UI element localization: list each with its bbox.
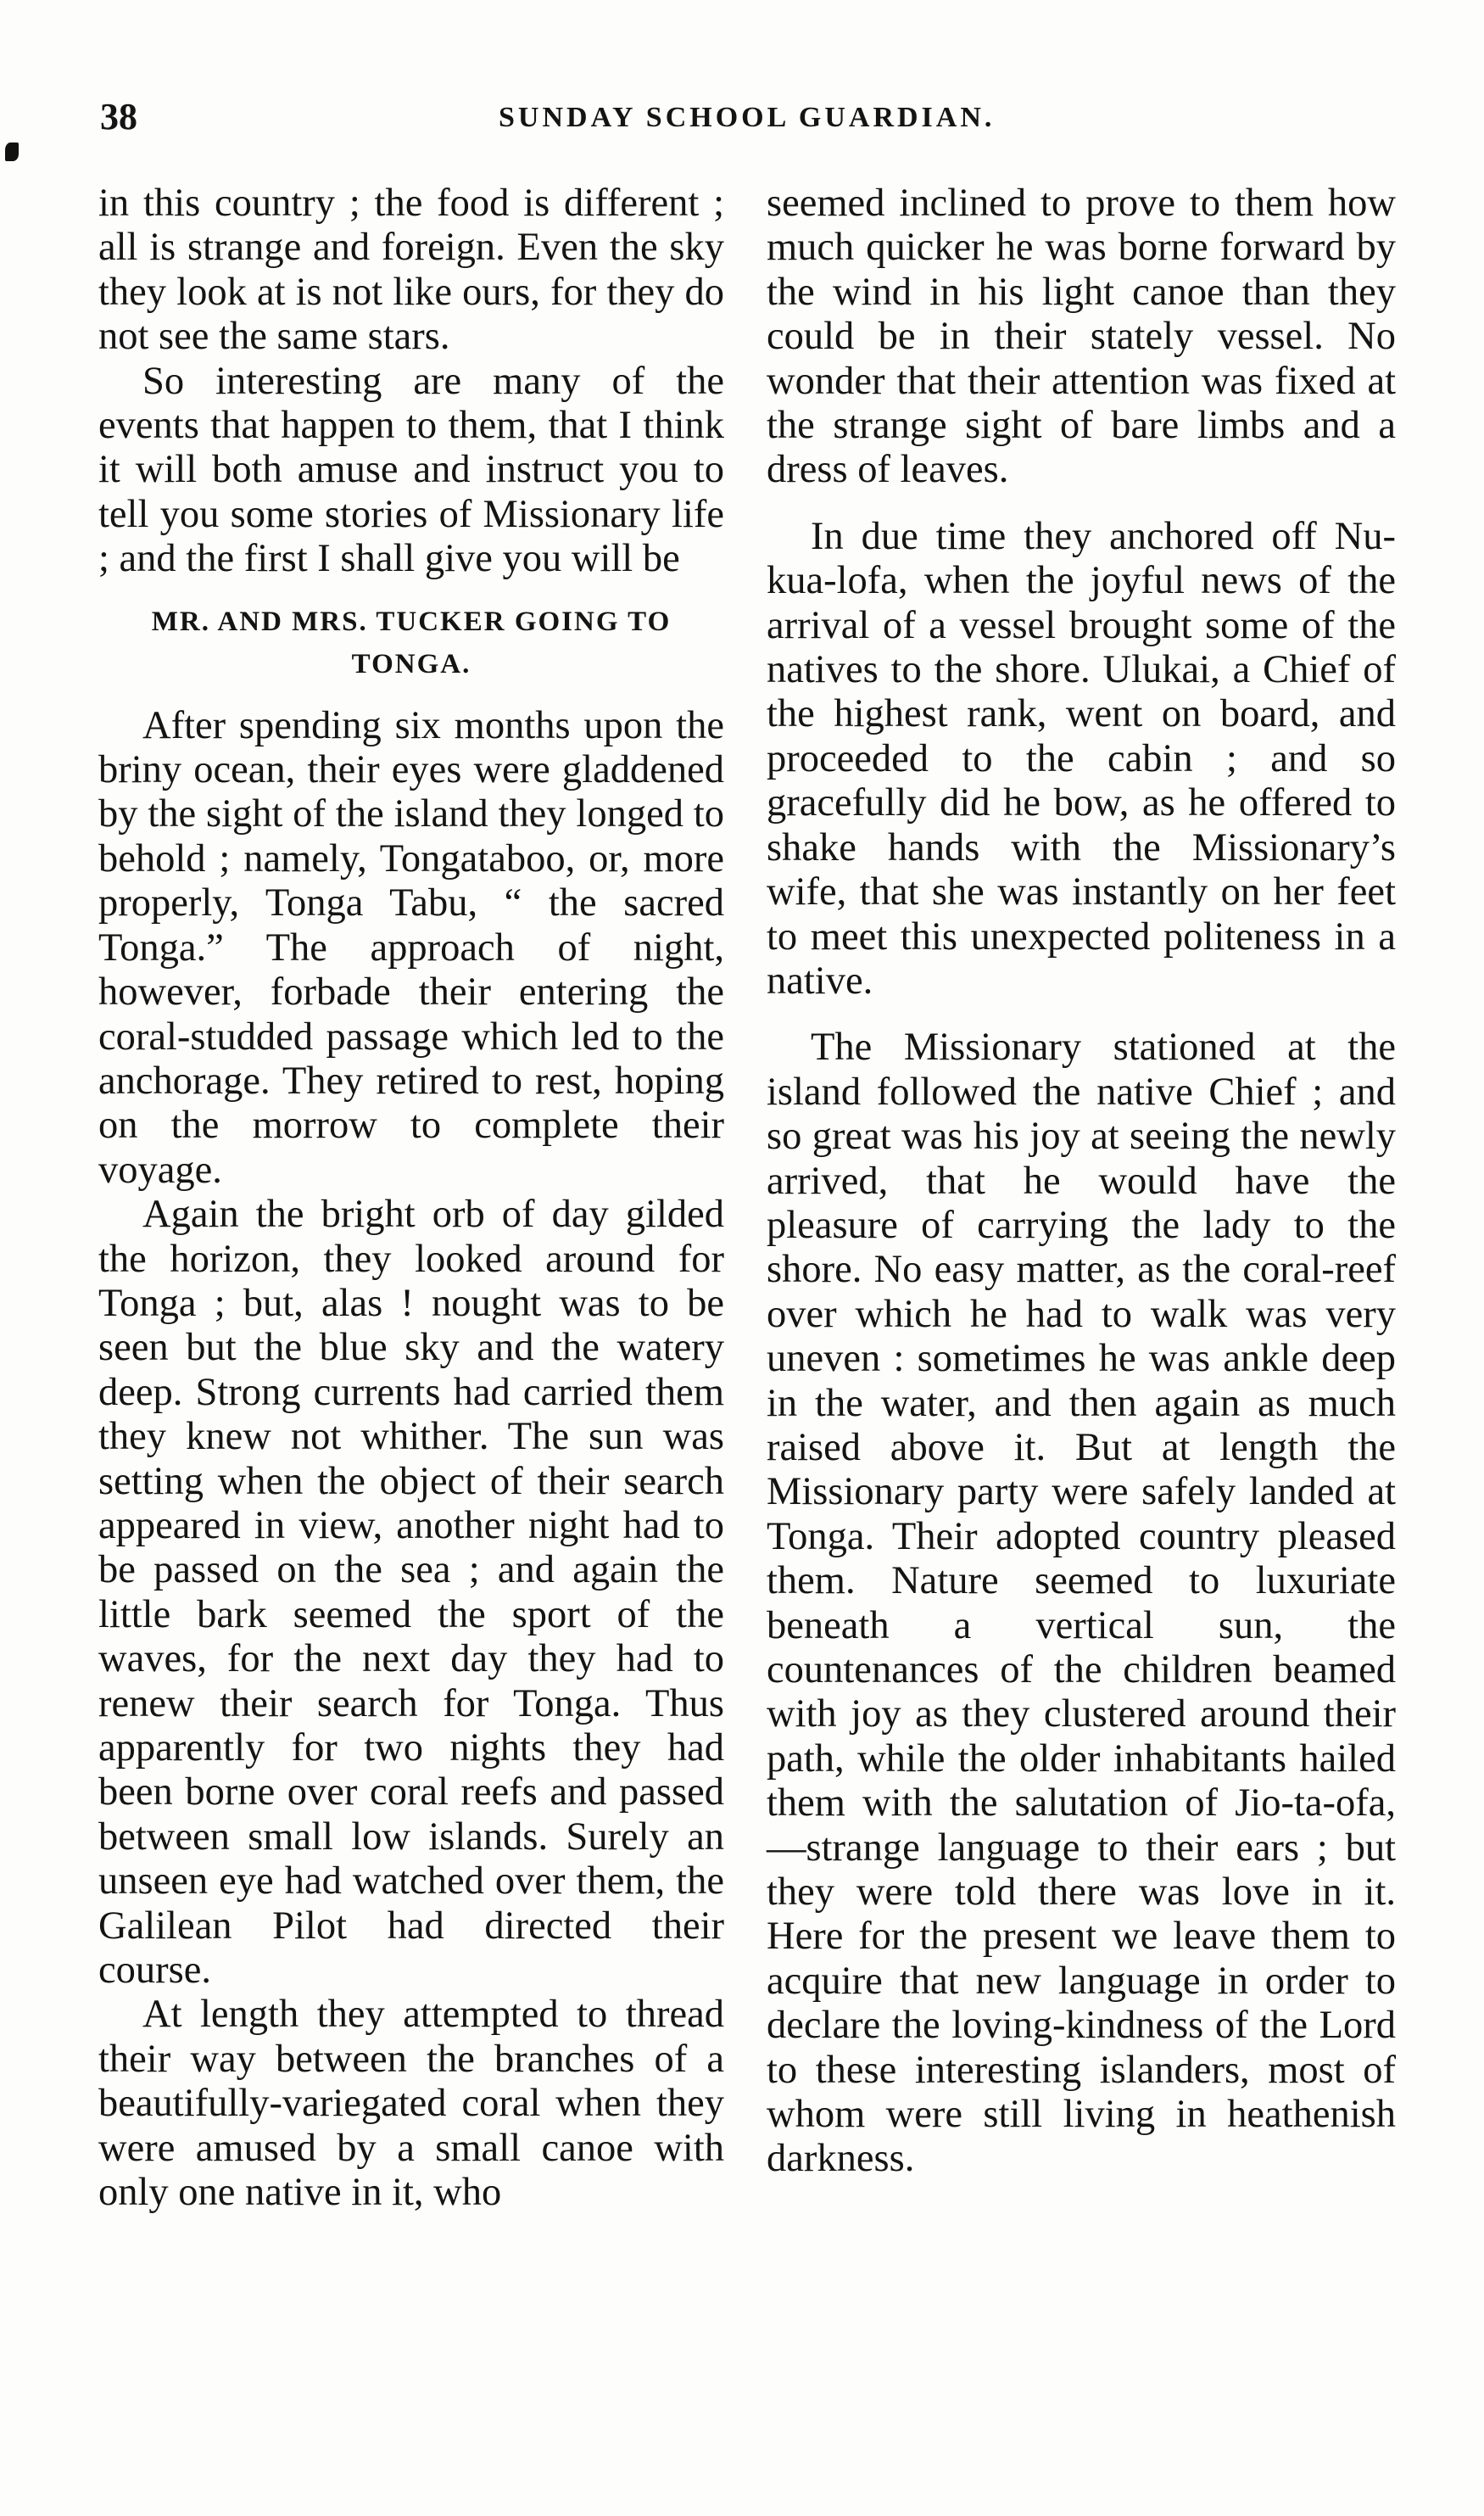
right-column: [767, 182, 1396, 2182]
paragraph: Again the bright orb of day gilded the horizon, they looked around for Tonga ; but, alas ! nought was to be seen but the blue sky and the watery deep. Strong currents had carried them they knew not whither. The sun was setting when the object of their search appeared in view, another night had to be passed on the sea ; and again the little bark seemed the sport of the waves, for the next day they had to renew their search for Tonga. Thus apparently for two nights they had been borne over coral reefs and passed between small low islands. Surely an unseen eye had watched over them, the Galilean Pilot had directed their course.: [98, 1193, 724, 1993]
ink-blot: [5, 143, 19, 161]
paragraph: At length they attempted to thread their way between the branches of a beautifully-variegated coral when they were amused by a small canoe with only one native in it, who: [98, 1993, 724, 2215]
section-heading: [98, 601, 724, 685]
page-header: [100, 95, 1389, 146]
paragraph: in this country ; the food is different ; all is strange and foreign. Even the sky they look at is not like ours, for they do not see the same stars.: [98, 182, 724, 359]
paragraph: seemed inclined to prove to them how much quicker he was borne forward by the wind in his light canoe than they could be in their stately vessel. No wonder that their attention was fixed at the strange sight of bare limbs and a dress of leaves.: [767, 182, 1396, 492]
left-column: [98, 182, 724, 2215]
paragraph: The Missionary stationed at the island followed the native Chief ; and so great was his joy at seeing the newly arrived, that he would have the pleasure of carrying the lady to the shore. No easy matter, as the coral-reef over which he had to walk was very uneven : sometimes he was ankle deep in the water, and then again as much raised above it. But at length the Missionary party were safely landed at Tonga. Their adopted country pleased them. Nature seemed to luxuriate beneath a vertical sun, the countenances of the children beamed with joy as they clustered around their path, while the older inhabitants hailed them with the salutation of Jio-ta-ofa,—strange language to their ears ; but they were told there was love in it. Here for the present we leave them to acquire that new language in order to declare the loving-kindness of the Lord to these interesting islanders, most of whom were still living in heathenish darkness.: [767, 1026, 1396, 2181]
section-heading-line: TONGA.: [351, 648, 471, 679]
paragraph: So interesting are many of the events that happen to them, that I think it will both amuse and instruct you to tell you some stories of Missionary life ; and the first I shall give you will be: [98, 359, 724, 581]
page-number: 38: [100, 96, 137, 137]
paragraph: After spending six months upon the briny ocean, their eyes were gladdened by the sight of the island they longed to behold ; namely, Tongataboo, or, more properly, Tonga Tabu, “ the sacred Tonga.” The approach of night, however, forbade their entering the coral-studded passage which led to the anchorage. They retired to rest, hoping on the morrow to complete their voyage.: [98, 703, 724, 1192]
running-title: SUNDAY SCHOOL GUARDIAN.: [499, 102, 996, 133]
paragraph: In due time they anchored off Nu-kua-lofa, when the joyful news of the arrival of a vessel brought some of the natives to the shore. Ulukai, a Chief of the highest rank, went on board, and proceeded to the cabin ; and so gracefully did he bow, as he offered to shake hands with the Missionary’s wife, that she was instantly on her feet to meet this unexpected politeness in a native.: [767, 514, 1396, 1003]
section-heading-line: MR. AND MRS. TUCKER GOING TO: [151, 606, 672, 637]
